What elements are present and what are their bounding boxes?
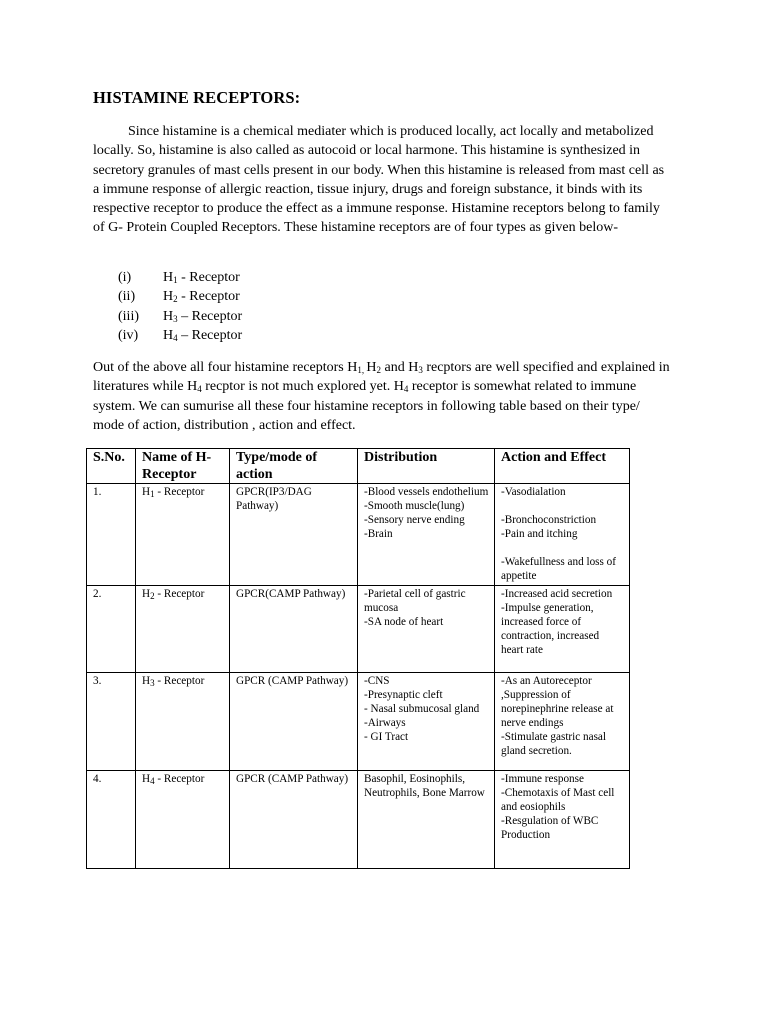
cell-distribution: -CNS -Presynaptic cleft - Nasal submucosal gland -Airways - GI Tract (358, 673, 495, 771)
second-paragraph: Out of the above all four histamine receptors $H_{1,}$ $H_2$ and $H_3$ recptors are well specified and explained in literatures while $H_4$ recptor is not much explored yet. $H_4$ receptor is somewhat related to immune system. We can sumurise all these four histamine receptors in following table based on their type/ mode of action, distribution , action and effect. (93, 360, 670, 433)
list-item (118, 268, 242, 287)
cell-effect: -Immune response -Chemotaxis of Mast cell and eosiophils -Resgulation of WBC Production (495, 771, 630, 869)
receptor-table (86, 448, 630, 869)
table-row (87, 586, 630, 673)
cell-name: $H_1$ - Receptor (136, 484, 230, 586)
cell-type: GPCR(IP3/DAG Pathway) (230, 484, 358, 586)
header-sno: S.No. (87, 449, 136, 484)
receptor-list (118, 268, 242, 346)
intro-paragraph: Since histamine is a chemical mediater which is produced locally, act locally and metabolized locally. So, histamine is also called as autocoid or local harmone. This histamine is synthesized in secretory granules of mast cells present in our body. When this histamine is released from mast cell as a immune response of allergic reaction, tissue injury, drugs and foreign substance, it binds with its respective receptor to produce the effect as a immune response. Histamine receptors belong to family of G- Protein Coupled Receptors. These histamine receptors are of four types as given below- (93, 124, 665, 236)
cell-sno: 2. (87, 586, 136, 673)
table-row (87, 484, 630, 586)
list-item-label: $H_1$ - Receptor (163, 270, 240, 285)
header-type: Type/mode of action (230, 449, 358, 484)
cell-sno: 1. (87, 484, 136, 586)
cell-distribution: -Parietal cell of gastric mucosa -SA node of heart (358, 586, 495, 673)
list-item (118, 326, 242, 345)
page-title: HISTAMINE RECEPTORS: (93, 88, 301, 107)
list-item (118, 307, 242, 326)
cell-sno: 3. (87, 673, 136, 771)
cell-type: GPCR (CAMP Pathway) (230, 673, 358, 771)
list-item-number: (iii) (118, 308, 139, 324)
cell-name: $H_2$ - Receptor (136, 586, 230, 673)
list-item-label: $H_3$ – Receptor (163, 308, 243, 324)
cell-name: $H_3$ - Receptor (136, 673, 230, 771)
header-name: Name of H-Receptor (136, 449, 230, 484)
table-header-row (87, 449, 630, 484)
list-item-number: (i) (118, 270, 132, 285)
cell-name: $H_4$ - Receptor (136, 771, 230, 869)
cell-distribution: -Blood vessels endothelium -Smooth muscle(lung) -Sensory nerve ending -Brain (358, 484, 495, 586)
cell-effect: -Vasodialation -Bronchoconstriction -Pain and itching -Wakefullness and loss of appetite (495, 484, 630, 586)
list-item (118, 287, 242, 306)
list-item-number: (iv) (118, 328, 139, 344)
table-row (87, 771, 630, 869)
cell-distribution: Basophil, Eosinophils, Neutrophils, Bone Marrow (358, 771, 495, 869)
list-item-label: $H_2$ - Receptor (163, 289, 240, 305)
list-item-number: (ii) (118, 289, 136, 305)
list-item-label: $H_4$ – Receptor (163, 328, 243, 344)
cell-effect: -As an Autoreceptor ,Suppression of norepinephrine release at nerve endings -Stimulate gastric nasal gland secretion. (495, 673, 630, 771)
header-effect: Action and Effect (495, 449, 630, 484)
cell-type: GPCR (CAMP Pathway) (230, 771, 358, 869)
header-distribution: Distribution (358, 449, 495, 484)
cell-effect: -Increased acid secretion -Impulse generation, increased force of contraction, increased heart rate (495, 586, 630, 673)
cell-sno: 4. (87, 771, 136, 869)
table-row (87, 673, 630, 771)
cell-type: GPCR(CAMP Pathway) (230, 586, 358, 673)
